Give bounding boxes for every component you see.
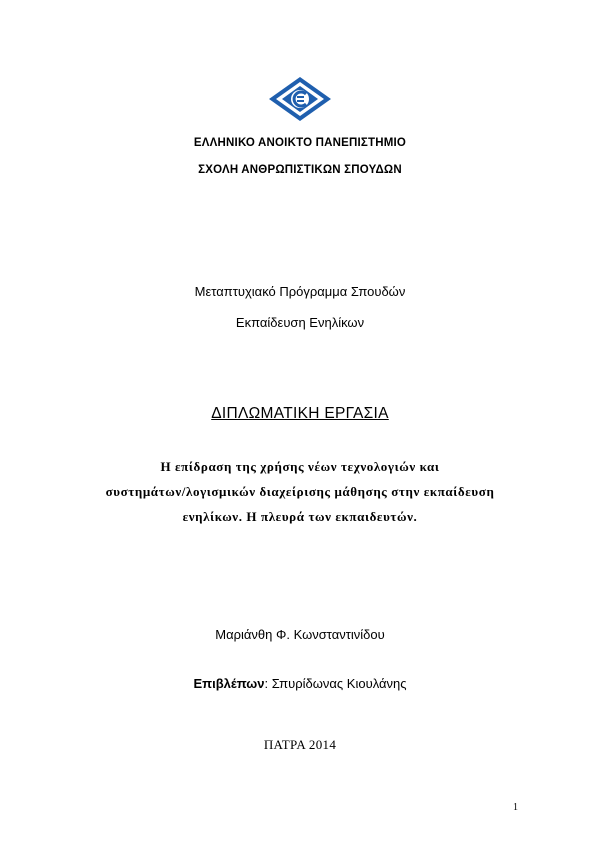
- supervisor: [0, 676, 600, 691]
- place-date: ΠΑΤΡΑ 2014: [263, 737, 337, 752]
- supervisor-name: : Σπυρίδωνας Κιουλάνης: [264, 676, 407, 691]
- page-number: 1: [513, 802, 518, 813]
- university-name: ΕΛΛΗΝΙΚΟ ΑΝΟΙΚΤΟ ΠΑΝΕΠΙΣΤΗΜΙΟ: [193, 137, 407, 149]
- program-name: Μεταπτυχιακό Πρόγραμμα Σπουδών: [194, 284, 406, 299]
- author-name: Μαριάνθη Φ. Κωνσταντινίδου: [215, 627, 385, 642]
- thesis-title-line: συστημάτων/λογισμικών διαχείρισης μάθησης στην εκπαίδευση: [105, 484, 495, 499]
- supervisor-label: Επιβλέπων: [193, 676, 265, 691]
- thesis-title-line: ενηλίκων. Η πλευρά των εκπαιδευτών.: [182, 509, 418, 524]
- thesis-title-line: Η επίδραση της χρήσης νέων τεχνολογιών και: [160, 459, 440, 474]
- university-logo: [268, 76, 332, 122]
- thesis-title: [60, 454, 540, 529]
- school-name: ΣΧΟΛΗ ΑΝΘΡΩΠΙΣΤΙΚΩΝ ΣΠΟΥΔΩΝ: [198, 164, 402, 176]
- specialization: Εκπαίδευση Ενηλίκων: [235, 315, 365, 330]
- document-type: ΔΙΠΛΩΜΑΤΙΚΗ ΕΡΓΑΣΙΑ: [211, 405, 389, 422]
